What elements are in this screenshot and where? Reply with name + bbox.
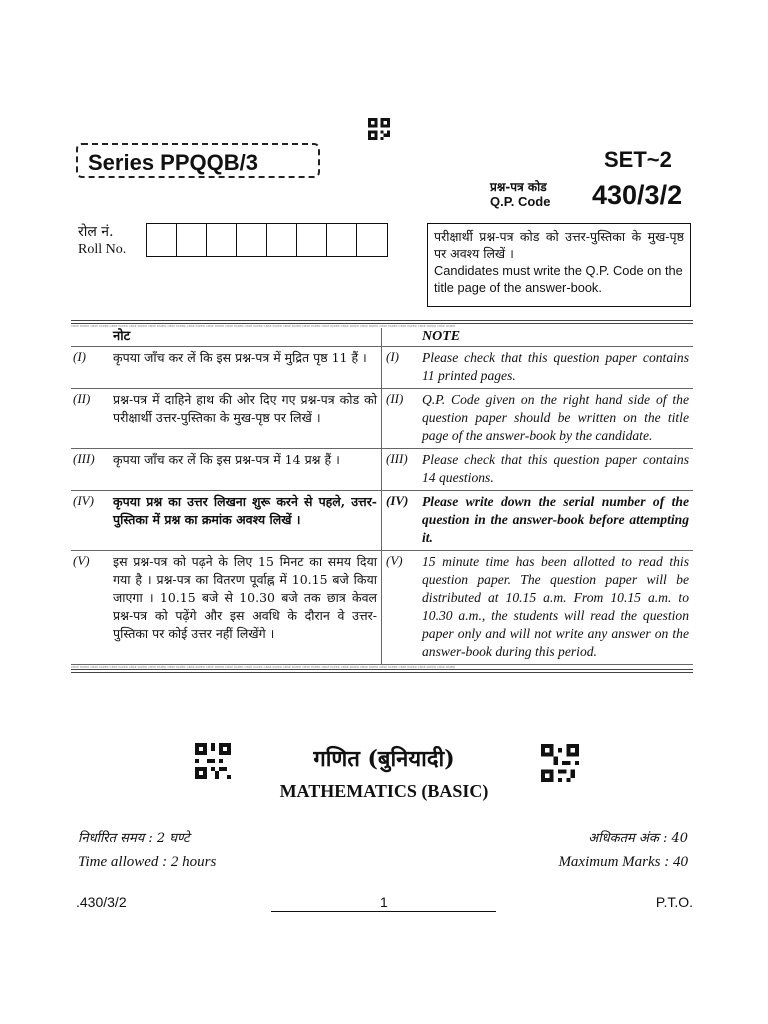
- footer-divider: [271, 911, 496, 912]
- roll-label-hindi: रोल नं.: [78, 224, 114, 240]
- roll-digit-box[interactable]: [327, 224, 357, 256]
- set-label: SET~2: [604, 147, 672, 172]
- note-row: [71, 491, 693, 551]
- note-text-hindi: प्रश्न-पत्र में दाहिने हाथ की ओर दिए गए प्रश्न-पत्र कोड को परीक्षार्थी उत्तर-पुस्तिका के मुख-पृष्ठ पर लिखें ।: [113, 392, 377, 425]
- note-heading-hindi: नोट: [71, 328, 382, 346]
- note-text-hindi: कृपया जाँच कर लें कि इस प्रश्न-पत्र में 14 प्रश्न हैं ।: [113, 452, 340, 467]
- time-allowed-hindi: निर्धारित समय : 2 घण्टे: [78, 831, 190, 846]
- instruction-hindi: परीक्षार्थी प्रश्न-पत्र कोड को उत्तर-पुस्तिका के मुख-पृष्ठ पर अवश्य लिखें ।: [434, 229, 684, 261]
- roll-digit-box[interactable]: [297, 224, 327, 256]
- note-text-english: Please write down the serial number of the question in the answer-book before attempting it.: [422, 494, 689, 545]
- time-allowed-english: Time allowed : 2 hours: [78, 854, 217, 870]
- max-marks-hindi: अधिकतम अंक : 40: [588, 831, 688, 846]
- page-number: 1: [380, 894, 388, 910]
- footer-code: .430/3/2: [76, 894, 127, 910]
- note-row: [71, 347, 693, 389]
- qp-code-instruction-box: [427, 223, 691, 307]
- roll-digit-box[interactable]: [207, 224, 237, 256]
- note-text-hindi: कृपया प्रश्न का उत्तर लिखना शुरू करने से पहले, उत्तर-पुस्तिका में प्रश्न का क्रमांक अवश्य लिखें ।: [113, 494, 377, 527]
- note-text-english: Please check that this question paper contains 11 printed pages.: [422, 350, 689, 383]
- instruction-english: Candidates must write the Q.P. Code on the title page of the answer-book.: [434, 263, 683, 295]
- qp-code-label-hindi: प्रश्न-पत्र कोड: [490, 180, 547, 194]
- note-text-hindi: इस प्रश्न-पत्र को पढ़ने के लिए 15 मिनट का समय दिया गया है । प्रश्न-पत्र का वितरण पूर्वाह्न में 10.15 बजे किया जाएगा । 10.15 बजे से 10.30 बजे तक छात्र केवल प्रश्न-पत्र को पढ़ेंगे और इस अवधि के दौरान वे उत्तर-पुस्तिका पर कोई उत्तर नहीं लिखेंगे ।: [113, 554, 377, 641]
- note-row: [71, 389, 693, 449]
- note-number: (II): [73, 391, 91, 406]
- note-number: (IV): [386, 493, 409, 508]
- security-microtext: CBSE PAPER CBSE PAPER CBSE PAPER CBSE PAPER CBSE PAPER CBSE PAPER CBSE PAPER CBSE PAPER CBSE PAPER CBSE PAPER CBSE PAPER CBSE PAPER CBSE PAPER CBSE PAPER CBSE PAPER CBSE PAPER CBSE PAPER CBSE PAPER CBSE PAPER CBSE PAPER: [71, 324, 456, 328]
- note-number: (IV): [73, 493, 94, 508]
- pto-label: P.T.O.: [655, 894, 693, 910]
- qr-code-top: [368, 118, 390, 140]
- max-marks-english: Maximum Marks : 40: [558, 854, 688, 870]
- note-number: (V): [386, 553, 403, 568]
- roll-digit-box[interactable]: [267, 224, 297, 256]
- note-table: [71, 320, 693, 673]
- note-number: (V): [73, 553, 90, 568]
- roll-digit-box[interactable]: [237, 224, 267, 256]
- roll-label-english: Roll No.: [78, 242, 127, 257]
- qp-code-label-english: Q.P. Code: [490, 194, 551, 209]
- roll-digit-box[interactable]: [177, 224, 207, 256]
- note-text-english: Please check that this question paper contains 14 questions.: [422, 452, 689, 485]
- subject-title-hindi: गणित (बुनियादी): [313, 746, 455, 772]
- note-number: (III): [73, 451, 95, 466]
- series-label: Series PPQQB/3: [76, 143, 320, 178]
- note-heading-english: NOTE: [422, 329, 461, 344]
- note-text-english: 15 minute time has been allotted to read this question paper. The question paper will be distributed at 10.15 a.m. From 10.15 a.m. to 10.30 a.m., the students will read the question paper only and will not write any answer on the answer-book during this period.: [422, 554, 689, 659]
- note-row: [71, 551, 693, 665]
- note-header-row: [71, 328, 693, 347]
- subject-title-english: MATHEMATICS (BASIC): [279, 781, 489, 801]
- note-number: (I): [386, 349, 399, 364]
- note-text-english: Q.P. Code given on the right hand side of the question paper should be written on the title page of the answer-book by the candidate.: [422, 392, 689, 443]
- roll-digit-box[interactable]: [357, 224, 387, 256]
- security-microtext: CBSE PAPER CBSE PAPER CBSE PAPER CBSE PAPER CBSE PAPER CBSE PAPER CBSE PAPER CBSE PAPER CBSE PAPER CBSE PAPER CBSE PAPER CBSE PAPER CBSE PAPER CBSE PAPER CBSE PAPER CBSE PAPER CBSE PAPER CBSE PAPER CBSE PAPER CBSE PAPER: [71, 665, 456, 669]
- roll-digit-box[interactable]: [147, 224, 177, 256]
- note-number: (III): [386, 451, 408, 466]
- note-number: (I): [73, 349, 86, 364]
- note-number: (II): [386, 391, 404, 406]
- note-text-hindi: कृपया जाँच कर लें कि इस प्रश्न-पत्र में मुद्रित पृष्ठ 11 हैं ।: [113, 350, 367, 365]
- qp-code-value: 430/3/2: [592, 180, 683, 210]
- roll-number-boxes[interactable]: [146, 223, 388, 257]
- note-row: [71, 449, 693, 491]
